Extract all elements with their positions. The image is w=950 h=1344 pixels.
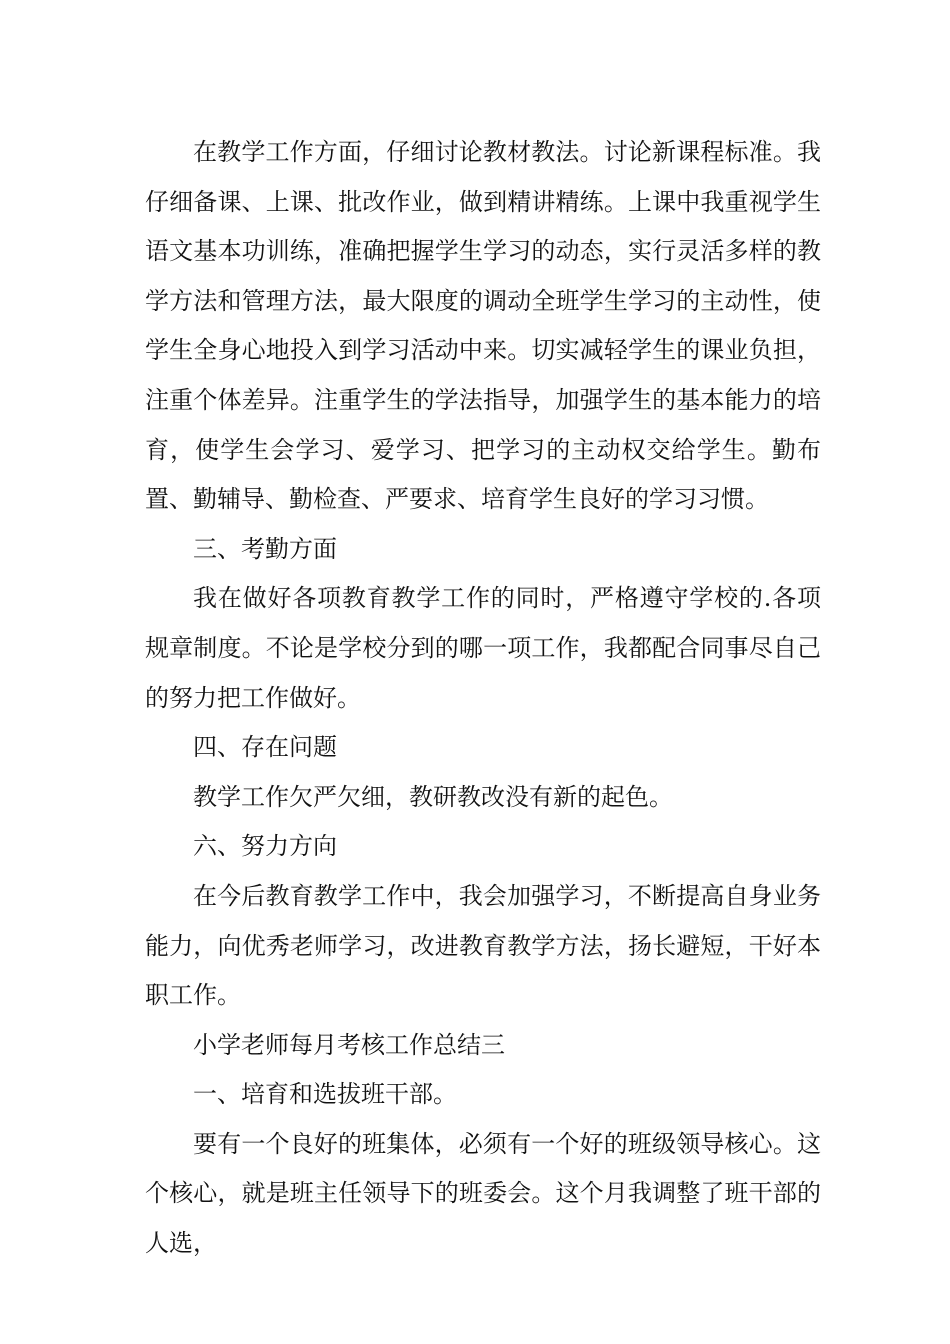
document-body [145, 128, 821, 1269]
paragraph-class-cadres: 要有一个良好的班集体，必须有一个好的班级领导核心。这个核心，就是班主任领导下的班委会。这个月我调整了班干部的人选， [145, 1129, 821, 1258]
paragraph-effort-direction: 在今后教育教学工作中，我会加强学习，不断提高自身业务能力，向优秀老师学习，改进教育教学方法，扬长避短，干好本职工作。 [145, 881, 821, 1010]
paragraph-existing-problems: 教学工作欠严欠细，教研教改没有新的起色。 [193, 782, 673, 811]
heading-existing-problems: 四、存在问题 [193, 733, 337, 762]
paragraph-teaching-work: 在教学工作方面，仔细讨论教材教法。讨论新课程标准。我仔细备课、上课、批改作业，做到精讲精练。上课中我重视学生语文基本功训练，准确把握学生学习的动态，实行灵活多样的教学方法和管理方法，最大限度的调动全班学生学习的主动性，使学生全身心地投入到学习活动中来。切实减轻学生的课业负担，注重个体差异。注重学生的学法指导，加强学生的基本能力的培育，使学生会学习、爱学习、把学习的主动权交给学生。勤布置、勤辅导、勤检查、严要求、培育学生良好的学习习惯。 [145, 138, 821, 514]
heading-class-cadres: 一、培育和选拔班干部。 [193, 1080, 457, 1109]
section-title-summary-three: 小学老师每月考核工作总结三 [193, 1030, 505, 1059]
heading-attendance: 三、考勤方面 [193, 534, 337, 563]
heading-effort-direction: 六、努力方向 [193, 832, 337, 861]
paragraph-attendance: 我在做好各项教育教学工作的同时，严格遵守学校的.各项规章制度。不论是学校分到的哪一项工作，我都配合同事尽自己的努力把工作做好。 [145, 584, 821, 712]
